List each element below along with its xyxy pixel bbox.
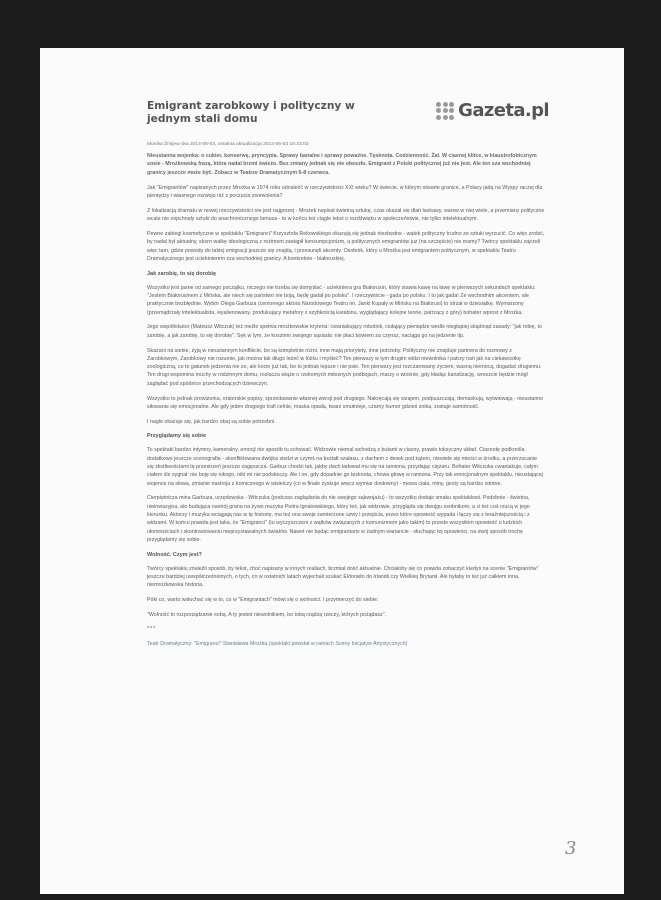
byline: Monika Żmijew ska 2014-06-03, ostatnia aktualizacja 2014-06-03 16:33:03 [147,142,309,147]
paragraph: Z lokalizacją dramatu w nowej rzeczywistości nie jest najgorzej - Mrożek napisał świetną sztukę, czas okazał się dlań łaskawy, warsw w niej wiele, a przemiany polityczne wcale nie zepchnęły sztuki do anachronicznego lamusa - to w końcu też ciągle tekst o rozdźwięku w społeczeństwie, nie tylko intelektualnym. [147,207,545,223]
paragraph: Jego współlokator (Mateusz Witczuk) też nieźle spełnia mrożkowskie kryteria: cwaniakujący robotnik, ciułający pieniądze wedle niegłupiej skądinąd zasady: "jak robię, to zarobię, a jak zarobię, to się dorobię". Sęk w tym, że kosztem swojego sąsiada: nie płaci bowiem za czynsz, naciąga go na jedzenie itp. [147,324,542,339]
gazeta-logo [436,100,549,121]
section-heading: Przyglądamy się sobie [147,433,206,440]
logo-text: Gazeta.pl [458,100,549,121]
paragraph: I nagle okazuje się, jak bardzo obaj są sobie potrzebni. [147,418,276,425]
paragraph: Twórcy spektaklu znaleźli sposób, by tekst, choć napisany w innych realiach, brzmiał dość aktualnie. Chciałoby się co prawda zobaczyć kiedyś na scenie "Emigrantów" jeszcze bardziej uwspółcześnionych, o tych, co w ostatnich latach wyjechali szukać Eldorado do Irlandii czy Wielkiej Brytanii. Ale byłaby to też już całkiem inna, niemrożkowska historia. [147,565,539,589]
paragraph: Pewne zabiegi kosmetyczne w spektaklu "Emigranci" Krzysztofa Rekowskiego okazują się jednak niezbędne - wątek polityczny trudno ze sztuki wyrzucić. Co więc zrobić, by nadal był aktualny, skoro walkę ideologiczną z reżimem zastąpił konsumpcjonizm, a politycznych emigrantów już (na szczęście) nie mamy? Twórcy spektaklu zajrzeli więc tam, gdzie powody do takiej emigracji jeszcze się znajdą, i przesunęli akcenty. Osobnik, który u Mrożka jest emigrantem politycznym, w spektaklu Teatru Dramatycznego jest uciekinierem zza wschodniej granicy. A konkretnie - białoruskiej. [147,231,545,262]
lead-paragraph: Nieustanna wojenka: o cukier, konserwę, pryncypia. Sprawy banalne i sprawy poważne. Tęsknota. Codzienność. Żal. W ciasnej klitce, w klaustrofobicznym sosie - Mrożkowską frazą, która nadal brzmi świeżo. Bez zmiany jednak się nie obeszło. Emigrant z Polski politycznej już nie jest. Ale ten sza wschodniej granicy jeszcze może być. Zobacz w Teatrze Dramatycznym 6-8 czerwca. [147,153,537,176]
paragraph: Jak "Emigrantów" napisanych przez Mrożka w 1974 roku odnaleźć w rzeczywistości XXI wieku? W świecie, w którym otwarte granice, a Polacy jadą na Wyspy raczej dla pieniędzy i własnego rozwoju niż z poczucia zniewolenia? [147,184,543,200]
paragraph: To spektakl bardzo intymny, kameralny, emocji nie sposób tu schować. Widzowie niemal wchodzą z butami w ciasny, prawie toksyczny układ. Ciasnotę podkreśla dodatkowo jeszcze scenografia - skonfliktowana dwójka siedzi w czymś na kształt szałasu, z dachem z desek pod kątem, niewiele się mieści w środku, a przerzucanie się złośliwościami tę przestrzeń jeszcze zagęszcza. Garbuz chodzi tak, jakby dach ładował mu się na ramiona, przydając ciężaru. Bohater Witczuka cwaniakuje, całym ciałem śle sygnał: nie boję się nikogo, nikt mi nie podskoczy. Ale i on, gdy dopadnie go tęsknota, chowa głowę w ramiona. Przy tak emocjonalnym spektaklu, nieustającej wojence na słowa, zmianie nastroju z komicznego w wisielczy (co w finale zyskuje wręcz wymiar dosłowny) - mowa ciała, miny, gesty są bardzo istotne. [147,447,543,487]
paragraph: Cierpiętnicza mina Garbuza, urzędowska - Witczuka (podczas zaglądania do nie swojego sąkwojażu) - to wszystko dodaje smaku spektaklowi. Podobnie - świetna, nieinwazyjna, ale budująca nastrój grana na żywo muzyka Piotra Ignatowskiego, który też, jak widzowie, przygląda się dwojgu osobnikom, a ci też coś rzucą w jego kierunku. Aktorzy i muzyka wciągają nas w tę historię, ma też ona swoje zamierzone szwy i przejścia, przez które opowieść wypada i łączy się z teraźniejszością i z widzami. W końcu prawda jest taka, że "Emigranci" (tu wyczyszczeni z wątków związanych z komunizmem jako takim) to przede wszystkim opowieść o ludzkich ułomnościach i skontrastowaniu nieprzystawalnych światów. Nawet nie będąc emigrantami w żadnym wariancie - słuchając tej opowieści, na swój sposób trochę przyglądamy się sobie. [147,495,530,543]
handwritten-page-number: 3 [565,838,577,859]
logo-dots-icon [436,102,454,120]
quote-paragraph: "Wolność to rozporządzanie sobą. A ty jesteś niewolnikiem, bo tobą rządzą rzeczy, których pożądasz". [147,611,387,618]
section-heading: Wolność. Czym jest? [147,551,202,558]
article [147,100,549,647]
paragraph: Wszystko jest jasne od samego początku, niczego nie trzeba się domyślać - uciekiniera gra Białorusin, który stawia kawę na ławę w pierwszych sekundach spektaklu: "Jestem Białorusinem z Mińska, ale niech się państwo nie boją, będę gadał po polsku". I rzeczywiście - gada po polsku. I to jak gada! Ze wschodnim akcentem, ale praktycznie bezbłędnie. Wybór Olega Garbuza (cenionego aktora Narodowego Teatru im. Janki Kupały w Mińsku na Białorusi) to strzał w dziesiątkę. Wymarzony (przemądrzały intelektualista, wyalienowany, produkujący metafory z szybkością karabinu, wyglądający kolejne teorie, patrzący z góry) bohater wprost z Mrożka. [147,284,536,316]
article-header [147,100,549,152]
section-heading: Jak zarobię, to się dorobię [147,270,217,277]
paragraph: Skazani na siebie, żyją w nieustannym konflikcie, bo są kompletnie różni, inne mają priorytety, inne potrzeby. Polityczny nie znajduje partnera do rozmowy z Zarobkowym, Zarobkowy nie rozumie, jak można tak długo leżeć w łóżku i myśleć? Ten pierwszy w tym drugim widzi niewolnika i patrzy nań jak na ciekawostkę zoologiczną, co to gatunek jedzenia nie ze, ale kocie już tak, bo to jednak lepsze i nie psie. Ten pierwszy jest rozczarowany życiem, wasną niemocą, dogadać drugiemu. Ten drugi wspomina muchy w rodzinnym domu, rozlacza wiąże o rzekomych miłosnych podbojach, marzy o wiośnie, gdy kładąc kanalizację, wreszcie będzie mógł zaglądać pod spódnice przechodzących dziewczyn. [147,347,542,387]
article-title: Emigrant zarobkowy i polityczny w jednym stali domu [147,100,355,125]
footer-note: Teatr Dramatyczny: "Emigranci" Stanisława Mrożka (spektakl powstał w ramach Sceny Inicjatyw Artystycznych) [147,640,408,647]
paper-sheet [40,48,624,894]
paragraph: Wszystko to jednak prowizorka, oratorskie popisy, sprzedawanie własnej wersji pod drugiego. Nakręcają się wzajem, podpuszczają, demaskują, wytwiewają - nieustanne siłowanie się emocjonalne. Ale gdy jeden drugiego trafi celnie, maska opada, twarz smutnieje, czarny humor gdzieś znika, zostaje samotność. [147,395,544,410]
separator: *** [147,625,157,632]
paragraph: Póki co, warto wsłuchać się w to, co w "Emigrantach" mówi się o wolności. I przymierzyć do siebie: [147,597,379,604]
